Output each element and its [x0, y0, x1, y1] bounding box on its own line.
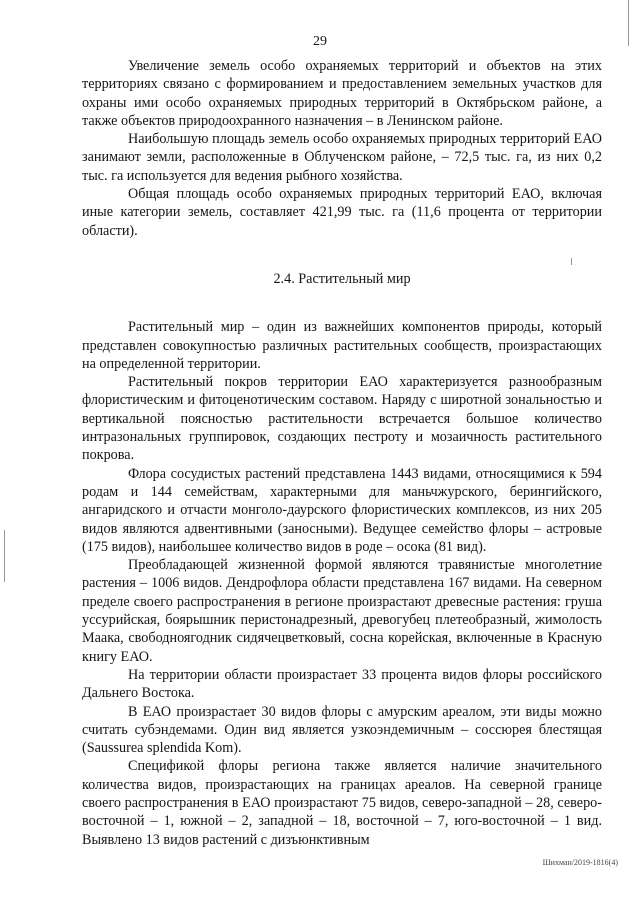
- paragraph: Увеличение земель особо охраняемых территорий и объектов на этих территориях связано с формированием и предоставлением земельных участков для охраны ими особо охраняемых природных территорий в Октябрьском районе, а также объектов природоохранного назначения – в Ленинском районе.: [82, 58, 602, 129]
- scan-edge-line: [628, 0, 629, 46]
- paragraph: Спецификой флоры региона также является наличие значительного количества видов, произрастающих на границах ареалов. На северной границе своего распространения в ЕАО произрастают 75 видов, северо-западной – 28, северо-восточной – 1, южной – 2, западной – 18, восточной – 7, юго-восточной – 1 вид. Выявлено 13 видов растений с дизъюнктивным: [82, 758, 602, 848]
- paragraph: Растительный мир – один из важнейших компонентов природы, который представлен совокупностью различных растительных сообществ, произрастающих на определенной территории.: [82, 319, 602, 372]
- paragraph: Растительный покров территории ЕАО характеризуется разнообразным флористическим и фитоценотическим составом. Наряду с широтной зональностью и вертикальной поясностью растительности встречается большое количество интразональных группировок, создающих пестроту и мозаичность растительного покрова.: [82, 374, 602, 464]
- section-heading: 2.4. Растительный мир: [273, 270, 411, 287]
- document-footer-code: Шихман/2019-1816(4): [542, 858, 618, 867]
- paragraph: Общая площадь особо охраняемых природных территорий ЕАО, включая иные категории земель, составляет 421,99 тыс. га (11,6 процента от территории области).: [82, 186, 602, 239]
- document-body: [82, 57, 602, 849]
- page-number: 29: [313, 34, 327, 49]
- paragraph: Преобладающей жизненной формой являются травянистые многолетние растения – 1006 видов. Дендрофлора области представлена 167 видами. На северном пределе своего распространения в регионе произрастают древесные растения: груша уссурийская, боярышник перистонадрезный, древогубец плетеобразный, жимолость Маака, свободноягодник сидячецветковый, сосна корейская, включенные в Красную книгу ЕАО.: [82, 557, 602, 665]
- paragraph: Наибольшую площадь земель особо охраняемых природных территорий ЕАО занимают земли, расположенные в Облученском районе, – 72,5 тыс. га, из них 0,2 тыс. га используется для ведения рыбного хозяйства.: [82, 131, 602, 184]
- paragraph: В ЕАО произрастает 30 видов флоры с амурским ареалом, эти виды можно считать субэндемами. Один вид является узкоэндемичным – соссюрея блестящая (Saussurea splendida Kom).: [82, 703, 602, 757]
- paragraph: На территории области произрастает 33 процента видов флоры российского Дальнего Востока.: [82, 666, 602, 702]
- paragraph: Флора сосудистых растений представлена 1443 видами, относящимися к 594 родам и 144 семействам, характерными для маньчжурского, берингийского, ангаридского и отчасти монголо-даурского флористических комплексов, из них 205 видов являются адвентивными (заносными). Ведущее семейство флоры – астровые (175 видов), наибольшее количество видов в роде – осока (81 вид).: [82, 465, 602, 555]
- scan-edge-line: [4, 530, 5, 582]
